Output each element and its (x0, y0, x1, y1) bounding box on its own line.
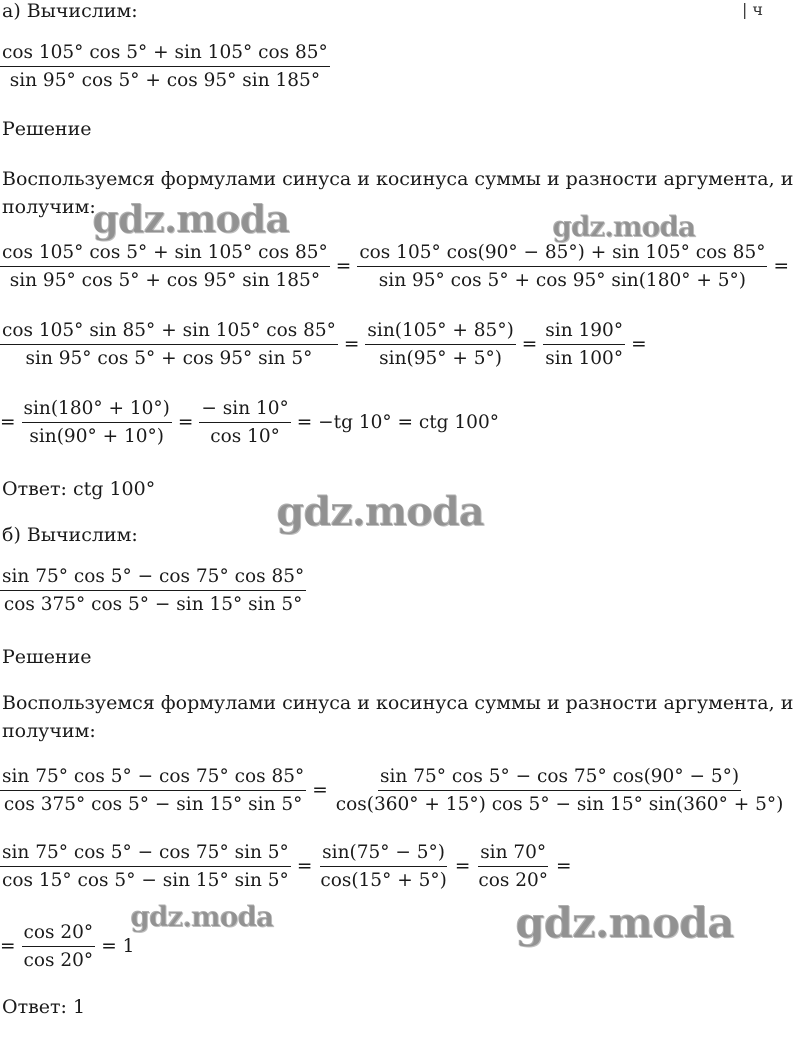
fraction (543, 320, 625, 369)
watermark: gdz.moda (552, 210, 695, 243)
part-a-answer: Ответ: ctg 100° (2, 478, 156, 500)
equals-sign: = (773, 256, 789, 277)
numerator: − sin 10° (199, 398, 290, 423)
watermark: gdz.moda (130, 900, 273, 933)
denominator: cos 15° cos 5° − sin 15° sin 5° (2, 870, 289, 891)
fraction (199, 398, 290, 447)
fraction (0, 842, 291, 891)
denominator: cos 20° (478, 870, 549, 891)
part-b-given-expression (0, 566, 306, 615)
fraction (0, 42, 330, 91)
equals-sign: = (0, 936, 16, 957)
denominator: sin 95° cos 5° + cos 95° sin 185° (9, 270, 321, 291)
denominator: cos 10° (210, 426, 280, 447)
numerator: sin(180° + 10°) (22, 398, 172, 423)
result-tail: = −tg 10° = ctg 100° (296, 412, 499, 433)
denominator: cos 375° cos 5° − sin 15° sin 5° (3, 794, 303, 815)
equals-sign: = (312, 780, 328, 801)
denominator: sin(95° + 5°) (379, 348, 503, 369)
fraction (318, 842, 449, 891)
corner-mark: | ч (741, 0, 763, 19)
equals-sign: = (521, 334, 538, 355)
numerator: sin 75° cos 5° − cos 75° cos 85° (0, 766, 306, 791)
numerator: sin(75° − 5°) (320, 842, 447, 867)
numerator: sin 75° cos 5° − cos 75° cos(90° − 5°) (378, 766, 741, 791)
fraction (357, 242, 767, 291)
fraction (22, 398, 172, 447)
part-b-step1 (0, 766, 785, 815)
part-b-step3 (0, 922, 140, 971)
numerator: sin 75° cos 5° − cos 75° sin 5° (0, 842, 291, 867)
numerator: sin 75° cos 5° − cos 75° cos 85° (0, 566, 306, 591)
part-b-step2 (0, 842, 578, 891)
part-b-heading: б) Вычислим: (2, 524, 138, 546)
equals-sign: = (177, 412, 194, 433)
result-tail: = 1 (101, 936, 135, 957)
part-a-intro-line1: Воспользуемся формулами синуса и косинуса суммы и разности аргумента, и (2, 168, 794, 190)
part-b-answer: Ответ: 1 (2, 996, 86, 1018)
part-a-heading: а) Вычислим: (2, 0, 138, 22)
denominator: cos 375° cos 5° − sin 15° sin 5° (3, 594, 303, 615)
denominator: sin 95° cos 5° + cos 95° sin 185° (9, 70, 321, 91)
denominator: cos(15° + 5°) (320, 870, 447, 891)
equals-sign: = (343, 334, 360, 355)
part-a-intro-line2: получим: (2, 196, 96, 218)
numerator: cos 105° cos(90° − 85°) + sin 105° cos 85° (357, 242, 767, 267)
equals-sign: = (296, 856, 313, 877)
equals-sign: = (631, 334, 647, 355)
watermark: gdz.moda (515, 898, 734, 947)
numerator: sin 70° (478, 842, 548, 867)
denominator: cos 20° (23, 950, 94, 971)
part-a-step2 (0, 320, 653, 369)
numerator: sin(105° + 85°) (365, 320, 515, 345)
numerator: cos 105° sin 85° + sin 105° cos 85° (0, 320, 338, 345)
part-b-intro-line1: Воспользуемся формулами синуса и косинуса суммы и разности аргумента, и (2, 692, 794, 714)
fraction (365, 320, 515, 369)
numerator: cos 105° cos 5° + sin 105° cos 85° (0, 242, 330, 267)
denominator: sin 100° (545, 348, 624, 369)
numerator: sin 190° (543, 320, 625, 345)
fraction (0, 242, 330, 291)
numerator: cos 20° (22, 922, 96, 947)
fraction (334, 766, 786, 815)
part-a-step3 (0, 398, 505, 447)
fraction (476, 842, 550, 891)
part-a-solution-label: Решение (2, 118, 92, 140)
denominator: cos(360° + 15°) cos 5° − sin 15° sin(360° + 5°) (335, 794, 784, 815)
numerator: cos 105° cos 5° + sin 105° cos 85° (0, 42, 330, 67)
denominator: sin(90° + 10°) (29, 426, 164, 447)
equals-sign: = (556, 856, 572, 877)
denominator: sin 95° cos 5° + cos 95° sin 5° (25, 348, 313, 369)
fraction (0, 566, 306, 615)
equals-sign: = (454, 856, 471, 877)
part-b-intro-line2: получим: (2, 720, 96, 742)
watermark: gdz.moda (276, 488, 484, 535)
equals-sign: = (335, 256, 352, 277)
part-b-solution-label: Решение (2, 646, 92, 668)
fraction (0, 320, 338, 369)
watermark: gdz.moda (92, 196, 289, 241)
part-a-given-expression (0, 42, 330, 91)
denominator: sin 95° cos 5° + cos 95° sin(180° + 5°) (378, 270, 746, 291)
fraction (0, 766, 306, 815)
part-a-step1 (0, 242, 795, 291)
equals-sign: = (0, 412, 16, 433)
fraction (22, 922, 96, 971)
